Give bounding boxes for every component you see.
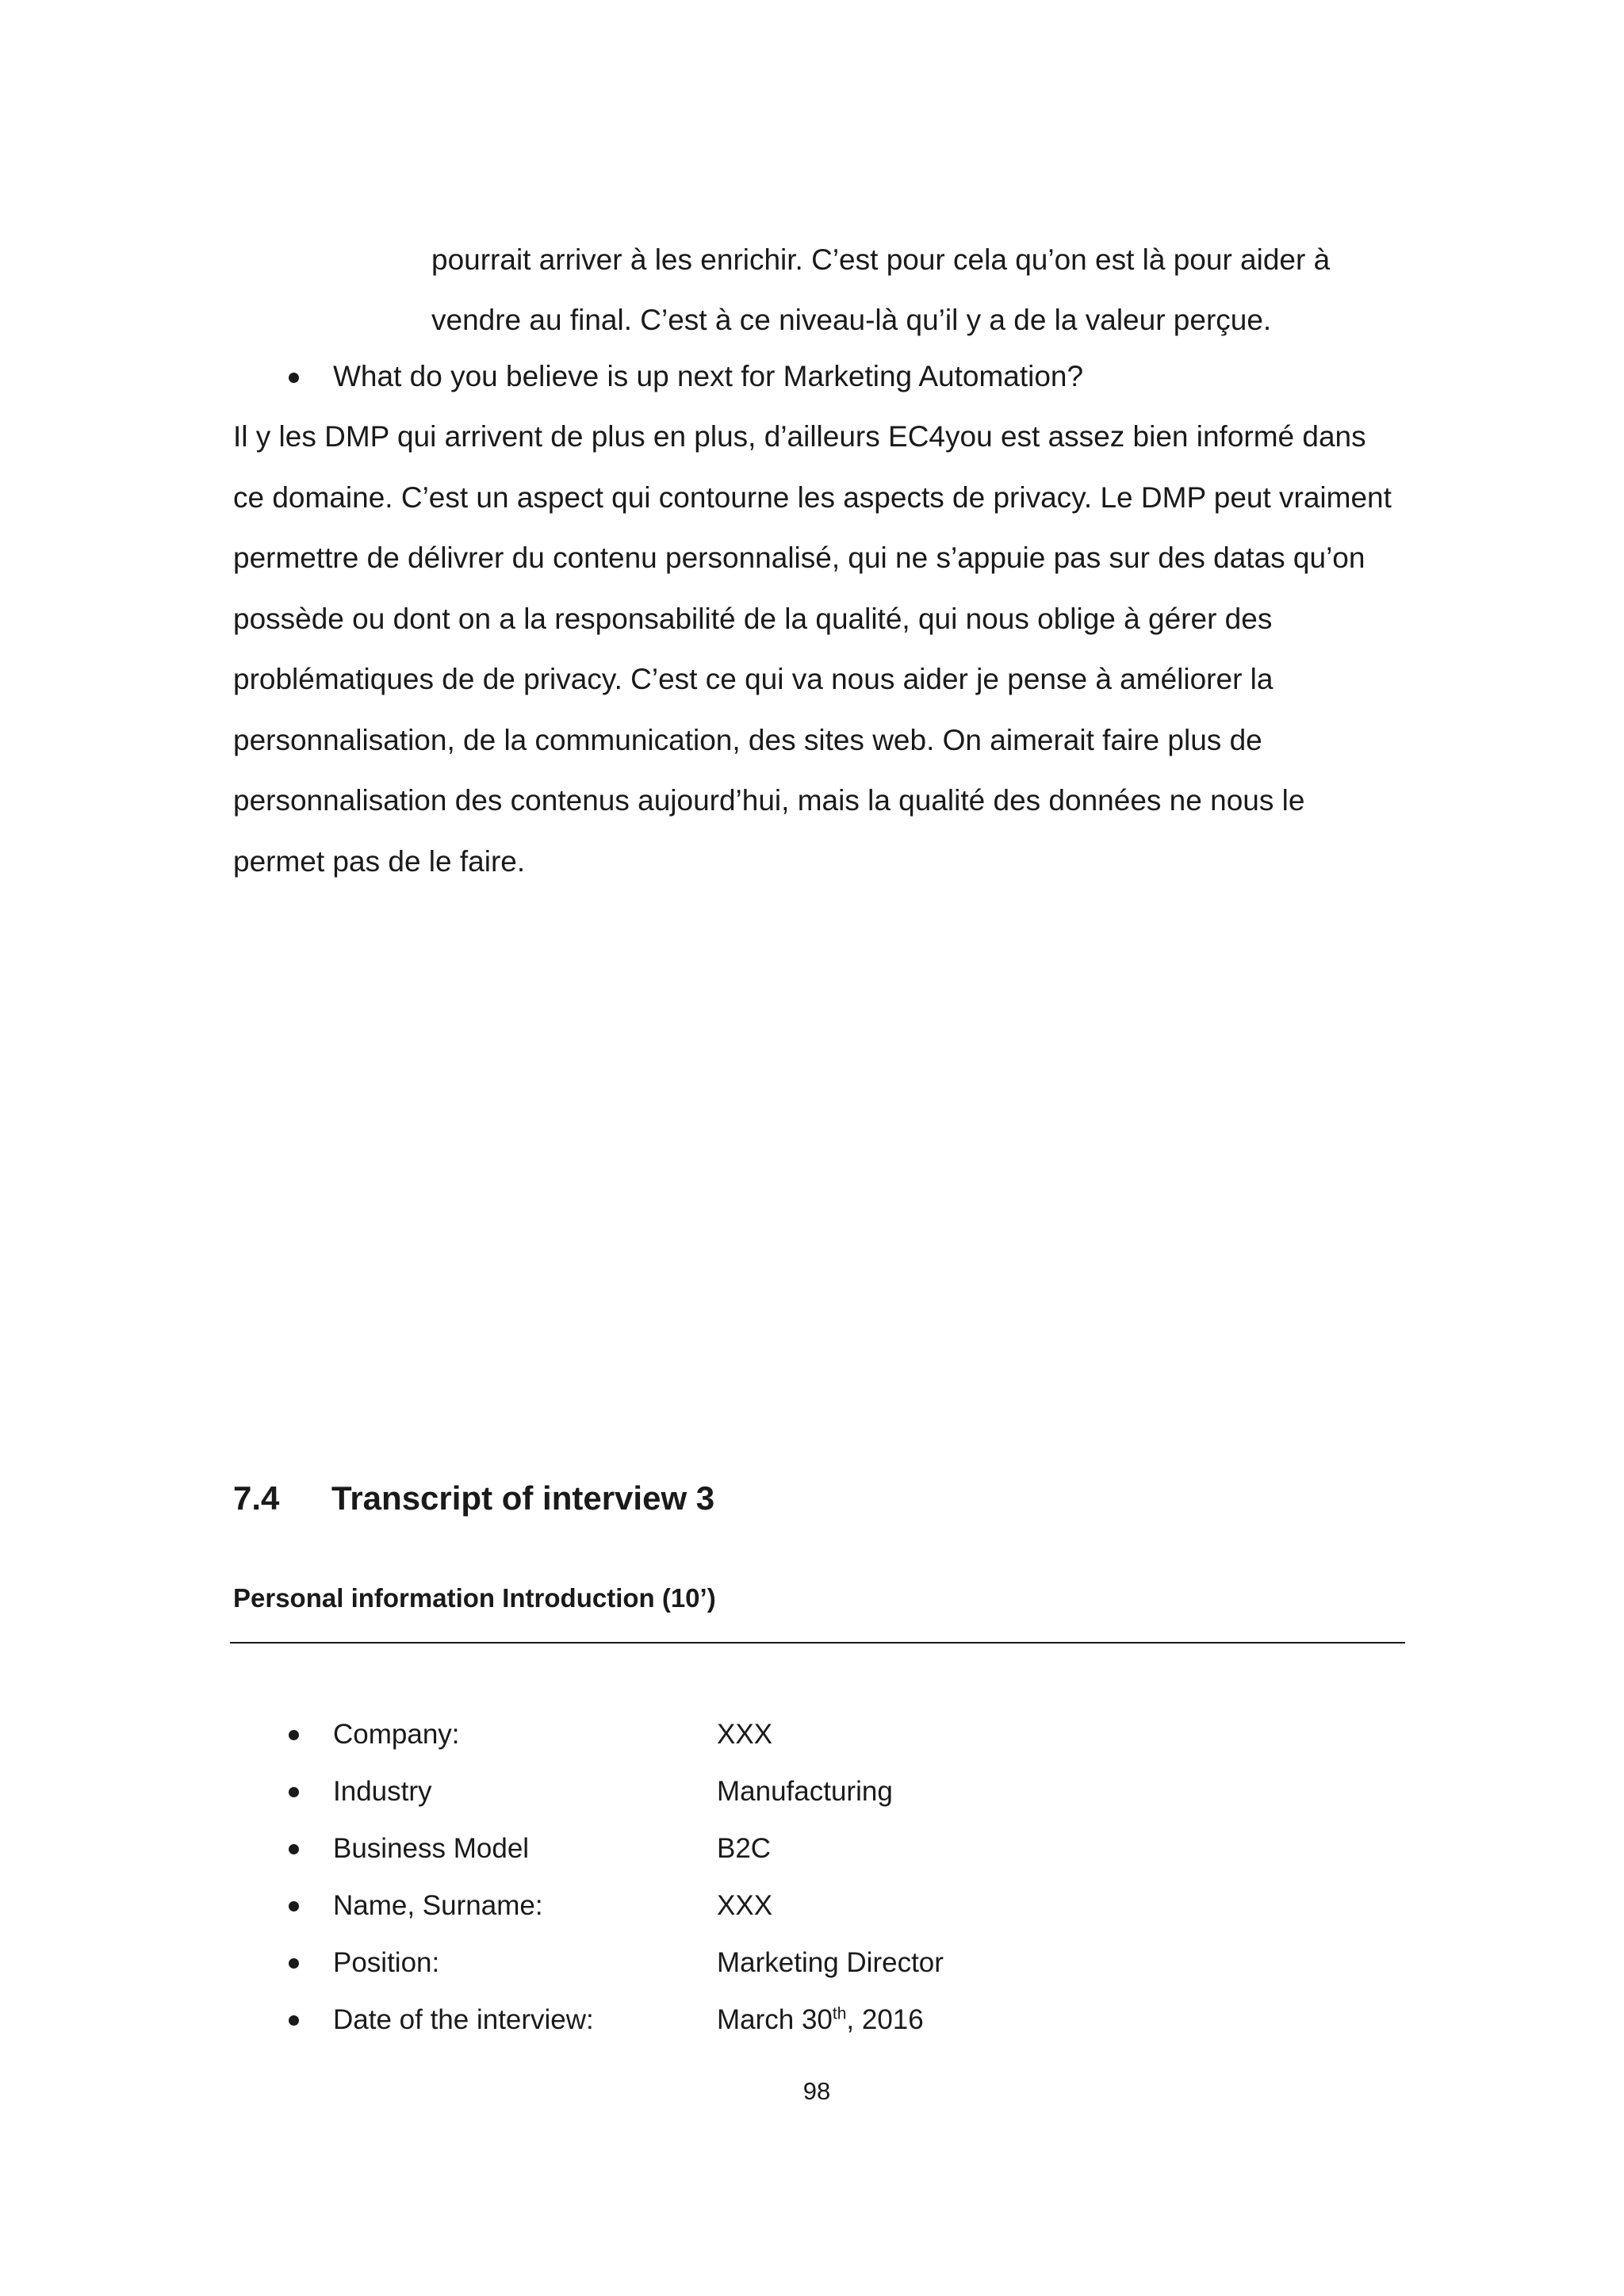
bullet-icon <box>279 346 333 407</box>
continued-line: vendre au final. C’est à ce niveau-là qu’il y a de la valeur perçue. <box>431 304 1272 336</box>
section-title: Transcript of interview 3 <box>331 1479 715 1517</box>
bullet-icon <box>279 1934 333 1992</box>
info-label: Name, Surname: <box>333 1890 543 1921</box>
info-value: Marketing Director <box>717 1947 944 1978</box>
answer-paragraph <box>233 407 1400 892</box>
answer-line: personnalisation, de la communication, des sites web. On aimerait faire plus de <box>233 723 1262 756</box>
info-label: Business Model <box>333 1833 530 1864</box>
section-number: 7.4 <box>233 1479 280 1517</box>
answer-line: possède ou dont on a la responsabilité de la qualité, qui nous oblige à gérer des <box>233 602 1273 635</box>
info-label: Company: <box>333 1719 460 1750</box>
bullet-icon <box>279 1763 333 1820</box>
bullet-icon <box>279 1706 333 1763</box>
info-value: Manufacturing <box>717 1776 893 1807</box>
info-value: B2C <box>717 1833 772 1864</box>
horizontal-rule <box>230 1642 1405 1644</box>
info-label: Position: <box>333 1947 440 1978</box>
bullet-icon <box>279 1877 333 1934</box>
bullet-icon <box>279 1820 333 1877</box>
bullet-icon <box>279 1992 333 2049</box>
info-item <box>279 1763 1405 1820</box>
question-bullet <box>279 346 1405 407</box>
continued-line: pourrait arriver à les enrichir. C’est pour cela qu’on est là pour aider à <box>431 243 1331 276</box>
page-number: 98 <box>802 2077 831 2105</box>
info-value-date <box>717 1992 924 2049</box>
section-heading <box>233 1479 714 1517</box>
info-item <box>279 1992 1405 2049</box>
info-label: Industry <box>333 1776 432 1807</box>
info-label: Date of the interview: <box>333 2004 594 2035</box>
question-text: What do you believe is up next for Marketing Automation? <box>333 360 1084 392</box>
answer-line: ce domaine. C’est un aspect qui contourne les aspects de privacy. Le DMP peut vraiment <box>233 480 1392 514</box>
info-item <box>279 1706 1405 1763</box>
date-ordinal: th <box>832 2004 847 2023</box>
info-item <box>279 1934 1405 1992</box>
info-value: XXX <box>717 1890 773 1921</box>
date-year: , 2016 <box>846 2004 924 2035</box>
answer-line: personnalisation des contenus aujourd’hui, mais la qualité des données ne nous le <box>233 784 1305 817</box>
subsection-heading: Personal information Introduction (10’) <box>233 1583 716 1613</box>
answer-line: permettre de délivrer du contenu personnalisé, qui ne s’appuie pas sur des datas qu’on <box>233 541 1365 574</box>
info-item <box>279 1877 1405 1934</box>
info-item <box>279 1820 1405 1877</box>
continued-paragraph <box>431 230 1400 350</box>
answer-line: Il y les DMP qui arrivent de plus en plus, d’ailleurs EC4you est assez bien informé dans <box>233 420 1366 453</box>
personal-info-list <box>279 1706 1405 2049</box>
answer-line: problématiques de de privacy. C’est ce qui va nous aider je pense à améliorer la <box>233 663 1274 695</box>
date-main: March 30 <box>717 2004 833 2035</box>
info-value: XXX <box>717 1719 773 1750</box>
answer-line: permet pas de le faire. <box>233 844 526 878</box>
